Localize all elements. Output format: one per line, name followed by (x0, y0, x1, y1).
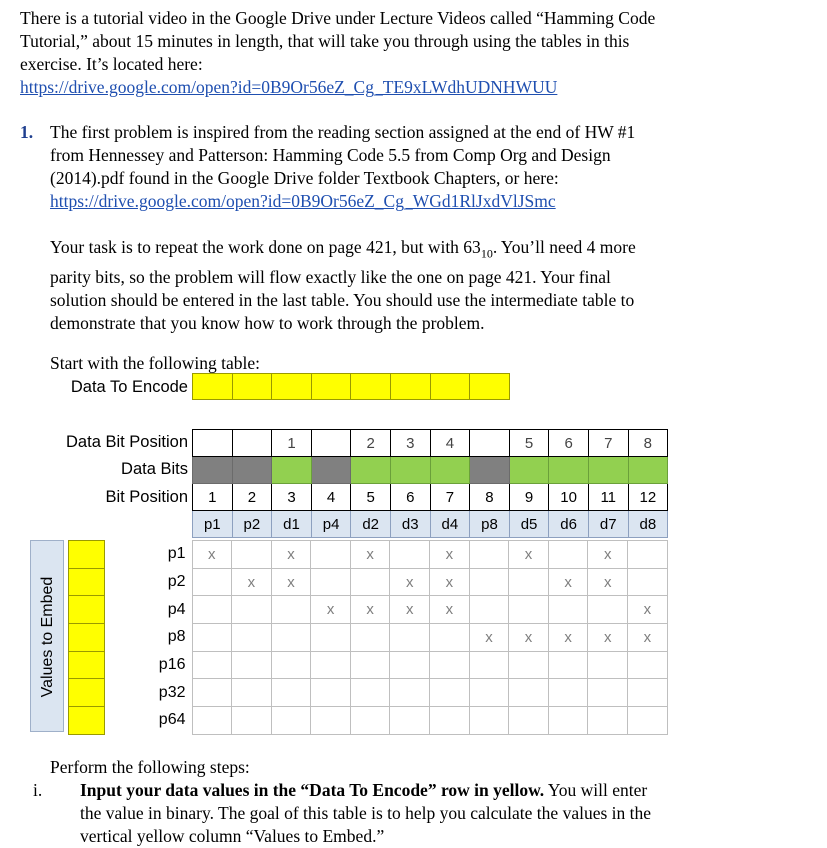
data-bit-position-cell: 5 (509, 430, 549, 457)
parity-grid (126, 540, 668, 735)
coverage-mark-cell: x (350, 541, 390, 569)
coverage-empty-cell (192, 707, 232, 735)
bit-name-cell: d4 (430, 511, 470, 538)
data-bit-position-cell (311, 430, 351, 457)
values-to-embed-cell[interactable] (69, 568, 105, 596)
data-to-encode-cell[interactable] (351, 374, 391, 400)
coverage-empty-cell (390, 651, 430, 679)
values-to-embed-row (69, 707, 105, 735)
data-to-encode-cell[interactable] (430, 374, 470, 400)
step-i-line-3: vertical yellow column “Values to Embed.” (80, 826, 385, 846)
coverage-mark-cell: x (509, 541, 549, 569)
bit-name-cell: p2 (232, 511, 272, 538)
coverage-empty-cell (311, 541, 351, 569)
parity-row-p1 (126, 541, 667, 569)
coverage-empty-cell (469, 707, 509, 735)
coverage-empty-cell (469, 679, 509, 707)
coverage-empty-cell (192, 568, 232, 596)
bit-name-cell: d2 (351, 511, 391, 538)
values-to-embed-row (69, 679, 105, 707)
intro-line-3: exercise. It’s located here: (20, 54, 203, 74)
coverage-mark-cell: x (271, 541, 311, 569)
data-bit-position-cell (193, 430, 233, 457)
task-line-1-end: . You’ll need 4 more (492, 237, 636, 257)
coverage-empty-cell (232, 679, 272, 707)
data-bit-position-label: Data Bit Position (66, 433, 188, 451)
coverage-empty-cell (548, 679, 588, 707)
start-text: Start with the following table: (50, 353, 260, 373)
bit-name-cell: p1 (193, 511, 233, 538)
coverage-mark-cell: x (430, 596, 470, 624)
data-bits-cell[interactable] (549, 457, 589, 484)
coverage-empty-cell (311, 707, 351, 735)
coverage-mark-cell: x (311, 596, 351, 624)
data-bits-cell[interactable] (390, 457, 430, 484)
steps-intro: Perform the following steps: (50, 757, 250, 777)
coverage-empty-cell (548, 651, 588, 679)
values-to-embed-row (69, 568, 105, 596)
coverage-empty-cell (469, 651, 509, 679)
data-bits-cell[interactable] (588, 457, 628, 484)
task-line-4: demonstrate that you know how to work through the problem. (50, 312, 485, 333)
bit-position-label: Bit Position (105, 488, 188, 506)
coverage-empty-cell (509, 679, 549, 707)
data-bits-cell[interactable] (311, 457, 351, 484)
coverage-mark-cell: x (548, 624, 588, 652)
bit-position-cell: 2 (232, 484, 272, 511)
data-bits-cell[interactable] (232, 457, 272, 484)
parity-row-label: p16 (158, 656, 186, 674)
coverage-empty-cell (271, 596, 311, 624)
parity-row-label: p8 (167, 628, 186, 646)
step-i-rest: You will enter (544, 780, 648, 800)
task-subscript: 10 (480, 246, 493, 261)
bit-name-cell: p8 (470, 511, 510, 538)
task-paragraph (50, 236, 636, 335)
bit-name-cell: d3 (390, 511, 430, 538)
values-to-embed-cell[interactable] (69, 679, 105, 707)
task-line-1 (50, 236, 636, 266)
data-bits-cell[interactable] (470, 457, 510, 484)
values-to-embed-row (69, 651, 105, 679)
data-to-encode-row (193, 374, 510, 400)
coverage-empty-cell (509, 568, 549, 596)
coverage-empty-cell (628, 679, 668, 707)
intro-line-1: There is a tutorial video in the Google Drive under Lecture Videos called “Hamming Code (20, 8, 656, 28)
parity-row-p2 (126, 568, 667, 596)
coverage-mark-cell: x (628, 624, 668, 652)
bit-position-cell: 10 (549, 484, 589, 511)
data-bit-position-row (193, 430, 668, 457)
coverage-empty-cell (192, 596, 232, 624)
tutorial-video-link[interactable]: https://drive.google.com/open?id=0B9Or56eZ_Cg_TE9xLWdhUDNHWUU (20, 77, 558, 97)
coverage-empty-cell (192, 679, 232, 707)
coverage-mark-cell: x (469, 624, 509, 652)
coverage-empty-cell (390, 541, 430, 569)
bit-name-cell: p4 (311, 511, 351, 538)
coverage-empty-cell (588, 596, 628, 624)
bit-name-cell: d6 (549, 511, 589, 538)
coverage-mark-cell: x (192, 541, 232, 569)
step-i-number: i. (33, 780, 43, 800)
bit-position-cell: 12 (628, 484, 668, 511)
problem-line-1: The first problem is inspired from the reading section assigned at the end of HW #1 (50, 122, 636, 142)
parity-row-p32 (126, 679, 667, 707)
coverage-mark-cell: x (509, 624, 549, 652)
coverage-empty-cell (588, 679, 628, 707)
coverage-empty-cell (350, 568, 390, 596)
bit-position-cell: 11 (588, 484, 628, 511)
coverage-empty-cell (548, 596, 588, 624)
data-to-encode-cell[interactable] (470, 374, 510, 400)
values-to-embed-label: Values to Embed (39, 576, 56, 698)
coverage-empty-cell (390, 707, 430, 735)
coverage-empty-cell (271, 651, 311, 679)
bit-position-cell: 5 (351, 484, 391, 511)
intro-paragraph (20, 7, 655, 99)
data-bit-position-cell: 3 (390, 430, 430, 457)
coverage-mark-cell: x (430, 541, 470, 569)
task-line-3: solution should be entered in the last table. You should use the intermediate table to (50, 289, 635, 310)
values-to-embed-row (69, 624, 105, 652)
bit-name-cell: d1 (272, 511, 312, 538)
coverage-empty-cell (430, 679, 470, 707)
bit-position-cell: 1 (193, 484, 233, 511)
coverage-empty-cell (232, 596, 272, 624)
intro-line-2: Tutorial,” about 15 minutes in length, that will take you through using the tables in this (20, 31, 630, 51)
bit-position-row (193, 484, 668, 511)
coverage-empty-cell (311, 568, 351, 596)
parity-row-label: p4 (167, 600, 186, 618)
step-i-line-1 (80, 779, 651, 802)
data-bit-position-cell (232, 430, 272, 457)
data-to-encode-cell[interactable] (311, 374, 351, 400)
coverage-empty-cell (430, 624, 470, 652)
data-bit-position-cell: 8 (628, 430, 668, 457)
coverage-empty-cell (390, 679, 430, 707)
coverage-empty-cell (350, 707, 390, 735)
data-bit-position-cell: 6 (549, 430, 589, 457)
coverage-empty-cell (311, 624, 351, 652)
data-bit-position-cell (470, 430, 510, 457)
coverage-empty-cell (271, 707, 311, 735)
problem-number: 1. (20, 122, 34, 142)
coverage-empty-cell (232, 541, 272, 569)
parity-row-p64 (126, 707, 667, 735)
problem-line-2: from Hennessey and Patterson: Hamming Code 5.5 from Comp Org and Design (50, 145, 611, 165)
problem-1-paragraph (50, 121, 635, 213)
data-bit-position-cell: 2 (351, 430, 391, 457)
parity-row-label: p64 (158, 711, 186, 729)
data-to-encode-cell[interactable] (193, 374, 233, 400)
coverage-mark-cell: x (390, 596, 430, 624)
coverage-empty-cell (628, 541, 668, 569)
coverage-empty-cell (350, 679, 390, 707)
values-to-embed-cell[interactable] (69, 541, 105, 569)
coverage-mark-cell: x (430, 568, 470, 596)
values-to-embed-row (69, 541, 105, 569)
coverage-empty-cell (469, 541, 509, 569)
data-to-encode-cell[interactable] (390, 374, 430, 400)
parity-row-label: p2 (167, 573, 186, 591)
values-to-embed-table (68, 540, 105, 735)
coverage-empty-cell (232, 624, 272, 652)
coverage-empty-cell (509, 651, 549, 679)
parity-row-p8 (126, 624, 667, 652)
bit-position-cell: 3 (272, 484, 312, 511)
coverage-empty-cell (311, 651, 351, 679)
data-bits-cell[interactable] (272, 457, 312, 484)
bit-position-cell: 7 (430, 484, 470, 511)
bit-name-cell: d7 (588, 511, 628, 538)
values-to-embed-cell[interactable] (69, 651, 105, 679)
data-to-encode-cell[interactable] (272, 374, 312, 400)
coverage-empty-cell (311, 679, 351, 707)
coverage-empty-cell (350, 651, 390, 679)
data-bits-row (193, 457, 668, 484)
step-i-text (80, 779, 651, 848)
coverage-empty-cell (469, 568, 509, 596)
bit-position-cell: 6 (390, 484, 430, 511)
coverage-empty-cell (548, 541, 588, 569)
coverage-empty-cell (509, 596, 549, 624)
coverage-mark-cell: x (588, 541, 628, 569)
data-bits-cell[interactable] (628, 457, 668, 484)
coverage-empty-cell (192, 651, 232, 679)
coverage-empty-cell (271, 679, 311, 707)
coverage-empty-cell (192, 624, 232, 652)
textbook-link[interactable]: https://drive.google.com/open?id=0B9Or56eZ_Cg_WGd1RlJxdVlJSmc (50, 191, 556, 211)
data-bits-cell[interactable] (351, 457, 391, 484)
coverage-empty-cell (390, 624, 430, 652)
coverage-empty-cell (588, 651, 628, 679)
parity-row-p4 (126, 596, 667, 624)
problem-line-3: (2014).pdf found in the Google Drive folder Textbook Chapters, or here: (50, 168, 559, 188)
values-to-embed-row (69, 596, 105, 624)
bit-name-cell: d5 (509, 511, 549, 538)
coverage-empty-cell (271, 624, 311, 652)
task-line-1-text: Your task is to repeat the work done on page 421, but with 63 (50, 237, 481, 257)
step-i-bold: Input your data values in the “Data To Encode” row in yellow. (80, 780, 545, 800)
bit-position-cell: 8 (470, 484, 510, 511)
coverage-mark-cell: x (628, 596, 668, 624)
data-bit-position-cell: 4 (430, 430, 470, 457)
data-bit-position-cell: 1 (272, 430, 312, 457)
coverage-empty-cell (548, 707, 588, 735)
coverage-empty-cell (588, 707, 628, 735)
coverage-mark-cell: x (232, 568, 272, 596)
coverage-mark-cell: x (350, 596, 390, 624)
data-bits-label: Data Bits (121, 460, 188, 478)
coverage-empty-cell (628, 568, 668, 596)
data-bits-cell[interactable] (509, 457, 549, 484)
data-bits-cell[interactable] (193, 457, 233, 484)
step-i-line-2: the value in binary. The goal of this table is to help you calculate the values in the (80, 803, 652, 823)
coverage-mark-cell: x (548, 568, 588, 596)
coverage-mark-cell: x (588, 624, 628, 652)
data-to-encode-cell[interactable] (232, 374, 272, 400)
coverage-empty-cell (350, 624, 390, 652)
data-to-encode-table (192, 373, 510, 400)
coverage-mark-cell: x (588, 568, 628, 596)
parity-row-label: p32 (158, 683, 186, 701)
parity-row-p16 (126, 651, 667, 679)
coverage-empty-cell (469, 596, 509, 624)
coverage-mark-cell: x (390, 568, 430, 596)
coverage-empty-cell (628, 651, 668, 679)
bit-position-cell: 4 (311, 484, 351, 511)
data-bits-cell[interactable] (430, 457, 470, 484)
values-to-embed-cell[interactable] (69, 596, 105, 624)
coverage-empty-cell (232, 651, 272, 679)
values-to-embed-side (30, 540, 64, 732)
data-to-encode-label: Data To Encode (70, 378, 188, 396)
coverage-empty-cell (430, 651, 470, 679)
bit-name-cell: d8 (628, 511, 668, 538)
coverage-mark-cell: x (271, 568, 311, 596)
coverage-empty-cell (509, 707, 549, 735)
data-bit-position-cell: 7 (588, 430, 628, 457)
coverage-empty-cell (628, 707, 668, 735)
values-to-embed-cell[interactable] (69, 707, 105, 735)
hamming-header-table (192, 429, 668, 538)
task-line-2: parity bits, so the problem will flow exactly like the one on page 421. Your final (50, 266, 611, 287)
bit-name-row (193, 511, 668, 538)
parity-row-label: p1 (167, 545, 186, 563)
values-to-embed-cell[interactable] (69, 624, 105, 652)
bit-position-cell: 9 (509, 484, 549, 511)
coverage-empty-cell (232, 707, 272, 735)
coverage-empty-cell (430, 707, 470, 735)
